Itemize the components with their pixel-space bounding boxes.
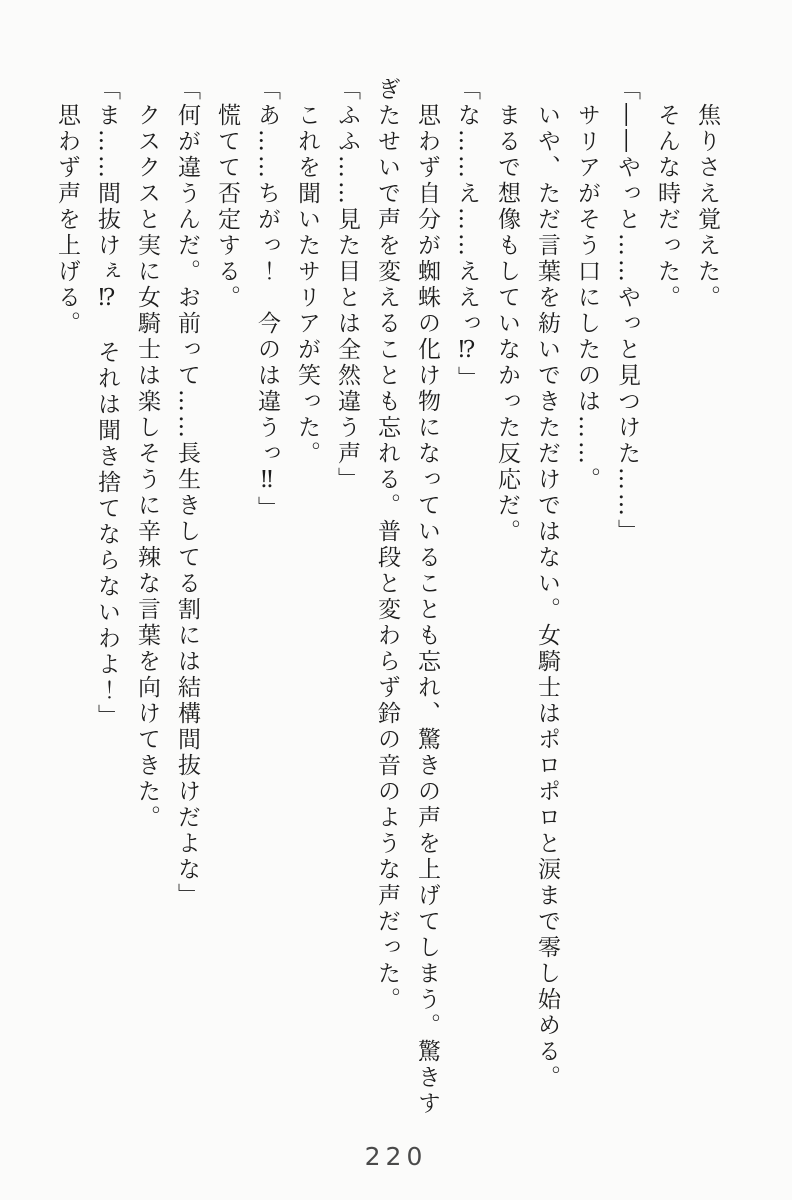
paragraph: そんな時だった。 <box>654 103 680 311</box>
paragraph: いや、ただ言葉を紡いできただけではない。女騎士はポロポロと涙まで零し始める。 <box>534 103 560 1091</box>
paragraph: クスクスと実に女騎士は楽しそうに辛辣な言葉を向けてきた。 <box>134 103 160 831</box>
paragraph: 思わず自分が蜘蛛の化け物になっていることも忘れ、驚きの声を上げてしまう。驚きすぎたせいで声を変えることも忘れる。普段と変わらず鈴の音のような声だった。 <box>374 77 440 1117</box>
page-number: 220 <box>364 1142 428 1171</box>
paragraph: 思わず声を上げる。 <box>54 103 80 337</box>
paragraph: 「何が違うんだ。お前って……長生きしてる割には結構間抜けだよな」 <box>174 77 200 909</box>
paragraph: 慌てて否定する。 <box>214 103 240 311</box>
paragraph: 「な……え……ええっ⁉」 <box>454 77 480 392</box>
paragraph: サリアがそう口にしたのは……。 <box>574 103 600 493</box>
paragraph: 焦りさえ覚えた。 <box>694 103 720 311</box>
paragraph: まるで想像もしていなかった反応だ。 <box>494 103 520 545</box>
paragraph: 「――やっと……やっと見つけた……」 <box>614 77 640 545</box>
paragraph: 「ふふ……見た目とは全然違う声」 <box>334 77 360 493</box>
paragraph: 「あ……ちがっ！ 今のは違うっ‼」 <box>254 77 280 522</box>
paragraph: 「ま……間抜けぇ⁉ それは聞き捨てならないわよ！」 <box>94 77 120 730</box>
body-text <box>43 77 727 1118</box>
paragraph: これを聞いたサリアが笑った。 <box>294 103 320 467</box>
